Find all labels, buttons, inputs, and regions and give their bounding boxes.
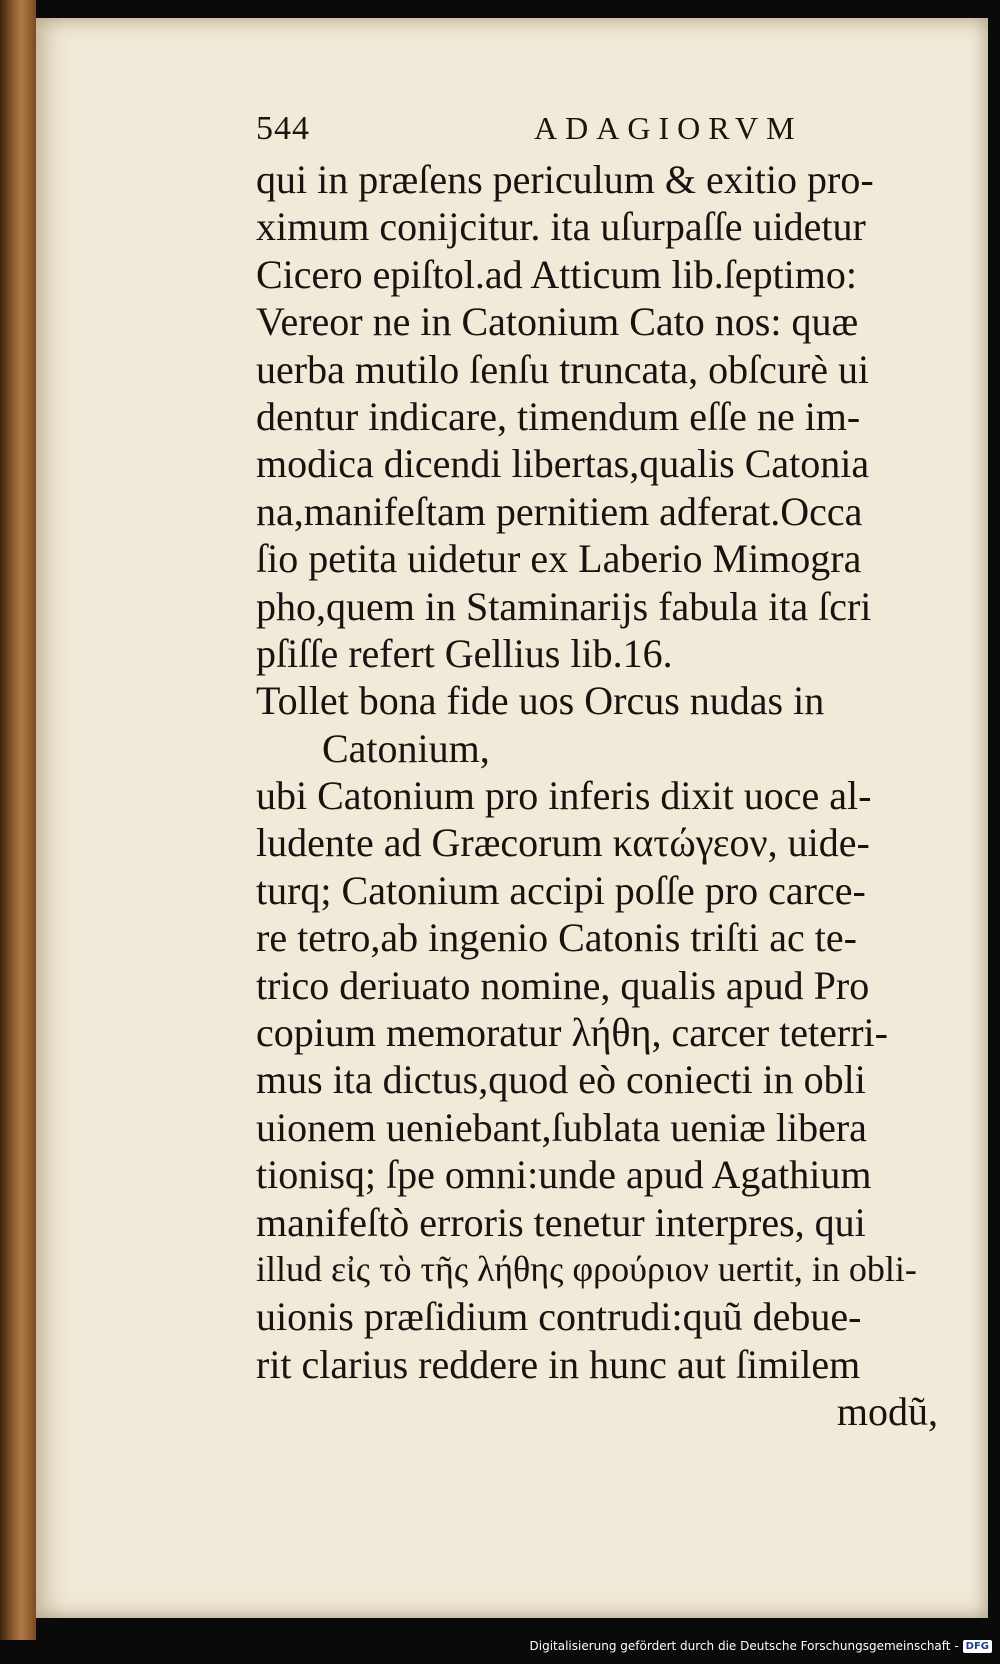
text-line: manifeſtò erroris tenetur interpres, qui [256, 1199, 866, 1245]
text-line: dentur indicare, timendum eſſe ne im- [256, 393, 861, 439]
text-line: rit clarius reddere in hunc aut ſimilem [256, 1341, 861, 1387]
verse-line: Tollet bona fide uos Orcus nudas in [256, 678, 825, 724]
text-line: copium memoratur λήθη, carcer teterri- [256, 1010, 888, 1056]
text-line: ſio petita uidetur ex Laberio Mimogra [256, 536, 862, 582]
text-line: uionis præſidium contrudi:quũ debue- [256, 1294, 862, 1340]
book-edge [0, 0, 36, 1640]
credit-text: Digitalisierung gefördert durch die Deutsche Forschungsgemeinschaft - [529, 1639, 959, 1653]
catchword: modũ, [836, 1389, 938, 1435]
verse-line: Catonium, [322, 725, 490, 771]
body-text [256, 156, 946, 1436]
text-line: tionisq; ſpe omni:unde apud Agathium [256, 1152, 872, 1198]
text-line: ludente ad Græcorum κατώγεον, uide- [256, 820, 870, 866]
text-line: modica dicendi libertas,qualis Catonia [256, 441, 870, 487]
text-line: re tetro,ab ingenio Catonis triſti ac te- [256, 915, 857, 961]
text-line: ximum conijcitur. ita uſurpaſſe uidetur [256, 204, 866, 250]
text-line: Vereor ne in Catonium Cato nos: quæ [256, 299, 859, 345]
text-line: uerba mutilo ſenſu truncata, obſcurè ui [256, 346, 870, 392]
text-line: qui in præſens periculum & exitio pro- [256, 157, 874, 202]
text-line: illud εἰς τὸ τῆς λήθης φρούριον uertit, in obli- [256, 1248, 917, 1289]
text-line: uionem ueniebant,ſublata ueniæ libera [256, 1104, 867, 1150]
page-number: 544 [256, 110, 310, 147]
text-line: trico deriuato nomine, qualis apud Pro [256, 962, 870, 1008]
text-line: Cicero epiſtol.ad Atticum lib.ſeptimo: [256, 251, 858, 297]
text-line: pho,quem in Staminarijs fabula ita ſcri [256, 583, 872, 629]
digitization-credit [530, 1636, 993, 1656]
text-line: mus ita dictus,quod eò coniecti in obli [256, 1057, 866, 1103]
text-line: ubi Catonium pro inferis dixit uoce al- [256, 773, 872, 819]
book-page [36, 18, 988, 1618]
text-line: pſiſſe refert Gellius lib.16. [256, 630, 673, 676]
dfg-logo: DFG [963, 1640, 992, 1653]
running-head-title: ADAGIORVM [534, 110, 803, 146]
running-head [256, 110, 803, 156]
text-line: turq; Catonium accipi poſſe pro carce- [256, 867, 866, 913]
text-line: na,manifeſtam pernitiem adferat.Occa [256, 488, 863, 534]
